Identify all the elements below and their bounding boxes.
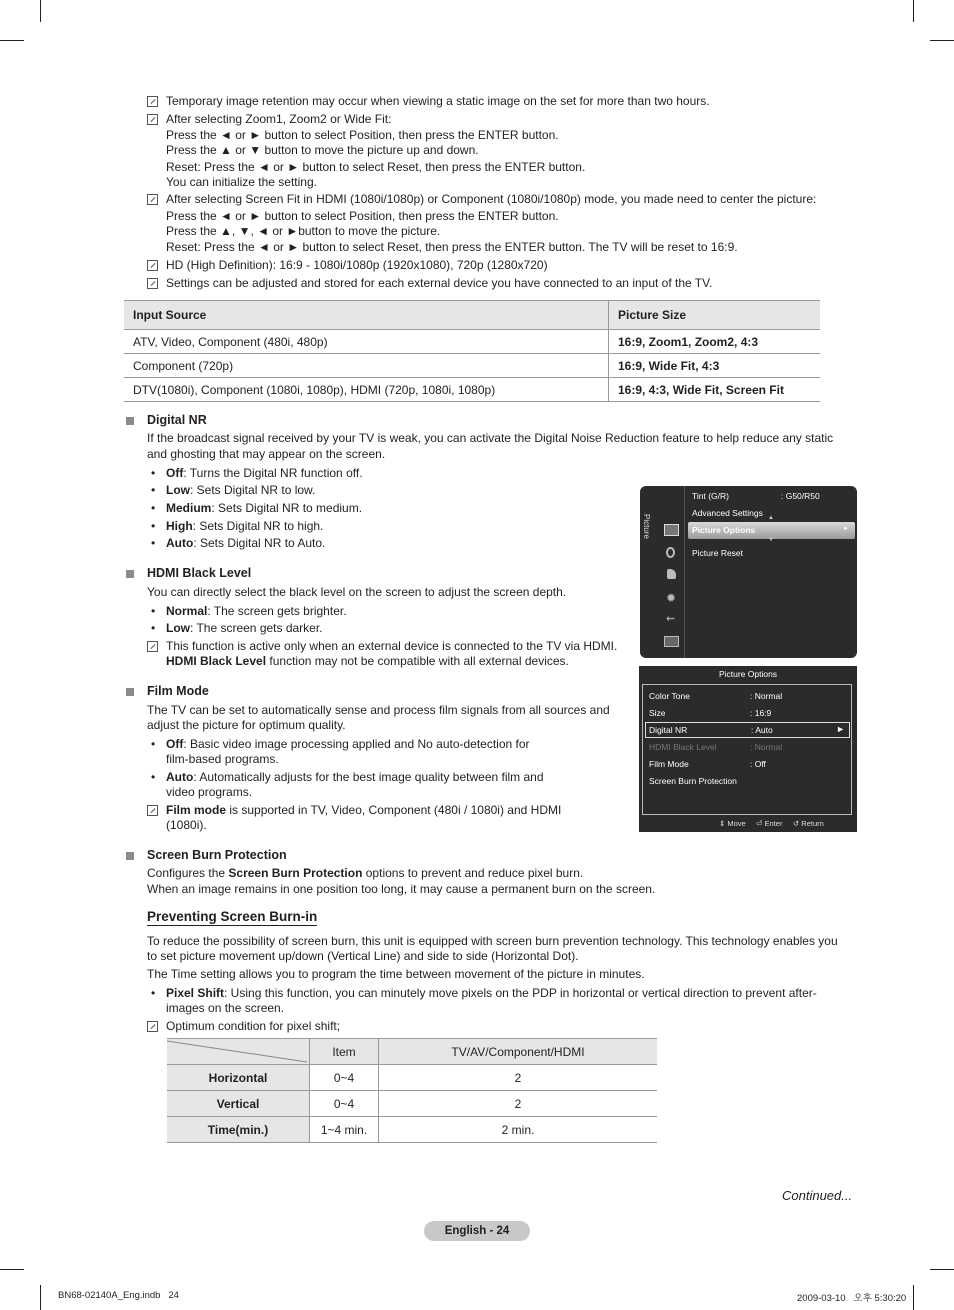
- crop-mark: [0, 40, 24, 41]
- bullet: •: [151, 737, 156, 751]
- note-bold: Film mode: [166, 803, 227, 817]
- item-term: Normal: [166, 604, 208, 618]
- list-item: [166, 519, 323, 535]
- list-item: [166, 536, 325, 552]
- row-header: Horizontal: [167, 1065, 310, 1091]
- note-icon: [147, 805, 158, 816]
- osd-option-row[interactable]: [649, 708, 849, 718]
- section-desc: When an image remains in one position too long, it may cause a permanent burn on the screen.: [147, 882, 656, 896]
- input-icon: ⇜: [666, 613, 676, 625]
- crop-mark: [913, 0, 914, 22]
- osd-option-label: Digital NR: [649, 725, 688, 735]
- osd-option-row[interactable]: [649, 759, 849, 769]
- note-text: HD (High Definition): 16:9 - 1080i/1080p (1920x1080), 720p (1280x720): [166, 258, 548, 272]
- osd-item-label: Picture Options: [692, 525, 756, 535]
- enter-icon: ⏎: [756, 819, 763, 828]
- osd-option-value: : Normal: [750, 742, 783, 752]
- page-number-badge: English - 24: [424, 1221, 530, 1241]
- osd-footer: [719, 819, 824, 828]
- bullet: •: [151, 466, 156, 480]
- section-desc: and ghosting that may appear on the screen.: [147, 447, 386, 461]
- osd-item-label: Tint (G/R): [692, 491, 729, 501]
- note-bold: HDMI Black Level: [166, 654, 267, 668]
- item-term: Auto: [166, 770, 194, 784]
- footer-return: Return: [801, 819, 824, 828]
- application-icon: [664, 636, 679, 647]
- item-text: : The screen gets darker.: [190, 621, 323, 635]
- note-icon: [147, 278, 158, 289]
- list-item-cont: video programs.: [166, 785, 253, 799]
- osd-option-row-selected[interactable]: [645, 722, 850, 738]
- item-term: Low: [166, 483, 190, 497]
- item-text: : Turns the Digital NR function off.: [183, 466, 363, 480]
- list-item: [166, 986, 817, 1002]
- note-text: Settings can be adjusted and stored for each external device you have connected to an input of the TV.: [166, 276, 713, 290]
- note-text: Press the ◄ or ► button to select Position, then press the ENTER button.: [166, 128, 559, 142]
- table-header-cell: Input Source: [124, 301, 609, 330]
- section-bullet: [126, 852, 134, 860]
- item-text: : Sets Digital NR to Auto.: [193, 536, 326, 550]
- table-header-cell: TV/AV/Component/HDMI: [379, 1039, 658, 1065]
- table-corner-cell: [167, 1039, 310, 1065]
- table-cell: 0~4: [310, 1091, 379, 1117]
- bullet: •: [151, 604, 156, 618]
- footer-move: Move: [727, 819, 746, 828]
- section-title: Digital NR: [147, 413, 207, 427]
- note-text: After selecting Zoom1, Zoom2 or Wide Fit:: [166, 112, 392, 126]
- note-icon: [147, 194, 158, 205]
- item-term: Auto: [166, 536, 194, 550]
- setup-icon: ✹: [666, 591, 677, 605]
- scroll-up-icon: ▲: [768, 515, 774, 521]
- note-text: Press the ◄ or ► button to select Position, then press the ENTER button.: [166, 209, 559, 223]
- table-cell: 16:9, 4:3, Wide Fit, Screen Fit: [609, 378, 821, 402]
- footer-enter: Enter: [764, 819, 783, 828]
- item-term: Off: [166, 737, 184, 751]
- osd-side-label: Picture: [641, 514, 651, 539]
- note-text: Press the ▲, ▼, ◄ or ►button to move the picture.: [166, 224, 441, 238]
- item-text: : Basic video image processing applied and No auto-detection for: [183, 737, 530, 751]
- note-text: You can initialize the setting.: [166, 175, 317, 189]
- section-bullet: [126, 417, 134, 425]
- paragraph: To reduce the possibility of screen burn, this unit is equipped with screen burn prevention technology. This technology enables you: [147, 934, 838, 948]
- table-cell: 2 min.: [379, 1117, 658, 1143]
- note-text: Temporary image retention may occur when viewing a static image on the set for more than two hours.: [166, 94, 710, 108]
- section-title: HDMI Black Level: [147, 566, 252, 580]
- picture-size-table: [124, 300, 820, 402]
- osd-item-value: : G50/R50: [781, 491, 820, 501]
- note-text: [166, 803, 561, 819]
- table-cell: 16:9, Zoom1, Zoom2, 4:3: [609, 330, 821, 354]
- osd-option-row[interactable]: [649, 691, 849, 701]
- bullet: •: [151, 986, 156, 1000]
- note-icon: [147, 260, 158, 271]
- osd-menu-item[interactable]: [692, 491, 842, 501]
- footer-timestamp: 2009-03-10 오후 5:30:20: [797, 1293, 907, 1304]
- section-desc: The TV can be set to automatically sense and process film signals from all sources and: [147, 703, 610, 717]
- item-text: : Sets Digital NR to high.: [192, 519, 324, 533]
- table-row: [124, 354, 820, 378]
- desc-pre: Configures the: [147, 866, 229, 880]
- crop-mark: [930, 40, 954, 41]
- sound-icon: [666, 547, 675, 558]
- osd-option-value: : 16:9: [750, 708, 772, 718]
- list-item: [166, 604, 347, 620]
- list-item: [166, 501, 362, 517]
- item-term: Low: [166, 621, 190, 635]
- table-cell: 2: [379, 1091, 658, 1117]
- list-item-cont: images on the screen.: [166, 1001, 285, 1015]
- table-cell: 0~4: [310, 1065, 379, 1091]
- row-header: Time(min.): [167, 1117, 310, 1143]
- section-title: Screen Burn Protection: [147, 848, 287, 862]
- chevron-right-icon: ►: [836, 724, 845, 734]
- footer-file-info: BN68-02140A_Eng.indb 24: [58, 1290, 179, 1301]
- note-text: Reset: Press the ◄ or ► button to select Reset, then press the ENTER button. The TV will be reset to 16:9.: [166, 240, 738, 254]
- desc-bold: Screen Burn Protection: [228, 866, 363, 880]
- osd-menu-item[interactable]: Picture Reset: [692, 548, 744, 558]
- note-text: Optimum condition for pixel shift;: [166, 1019, 341, 1033]
- osd-option-value: : Auto: [751, 725, 773, 735]
- table-cell: 2: [379, 1065, 658, 1091]
- note-text: [166, 654, 569, 670]
- return-icon: ↺: [792, 819, 800, 828]
- osd-option-label: Color Tone: [649, 691, 690, 701]
- paragraph: The Time setting allows you to program the time between movement of the picture in minutes.: [147, 967, 645, 981]
- table-row: [167, 1065, 657, 1091]
- table-cell: ATV, Video, Component (480i, 480p): [124, 330, 609, 354]
- chevron-right-icon: ►: [843, 526, 849, 532]
- list-item: [166, 737, 530, 753]
- subsection-heading: Preventing Screen Burn-in: [147, 909, 318, 924]
- table-cell: 16:9, Wide Fit, 4:3: [609, 354, 821, 378]
- osd-title: Picture Options: [718, 669, 778, 679]
- note-rest: function may not be compatible with all external devices.: [266, 654, 569, 668]
- section-bullet: [126, 570, 134, 578]
- item-text: : Using this function, you can minutely move pixels on the PDP in horizontal or vertical direction to prevent after-: [224, 986, 817, 1000]
- osd-option-row-disabled: [649, 742, 849, 752]
- paragraph: to set picture movement up/down (Vertical Line) and side to side (Horizontal Dot).: [147, 949, 579, 963]
- desc-post: options to prevent and reduce pixel burn.: [362, 866, 584, 880]
- section-bullet: [126, 688, 134, 696]
- item-term: Medium: [166, 501, 212, 515]
- bullet: •: [151, 519, 156, 533]
- channel-icon: [667, 569, 676, 579]
- table-cell: DTV(1080i), Component (1080i, 1080p), HDMI (720p, 1080i, 1080p): [124, 378, 609, 402]
- continued-label: Continued...: [782, 1188, 853, 1203]
- osd-option-value: : Normal: [750, 691, 783, 701]
- move-icon: ⇕: [719, 819, 726, 828]
- list-item: [166, 483, 315, 499]
- table-cell: 1~4 min.: [310, 1117, 379, 1143]
- bullet: •: [151, 501, 156, 515]
- item-text: : Automatically adjusts for the best image quality between film and: [193, 770, 544, 784]
- item-term: Off: [166, 466, 184, 480]
- note-icon: [147, 641, 158, 652]
- table-row: [124, 330, 820, 354]
- note-icon: [147, 114, 158, 125]
- note-icon: [147, 96, 158, 107]
- note-rest: is supported in TV, Video, Component (480i / 1080i) and HDMI: [226, 803, 562, 817]
- osd-option-row[interactable]: Screen Burn Protection: [649, 776, 737, 786]
- note-text: This function is active only when an external device is connected to the TV via HDMI.: [166, 639, 618, 653]
- row-header: Vertical: [167, 1091, 310, 1117]
- osd-option-label: Film Mode: [649, 759, 689, 769]
- section-desc: If the broadcast signal received by your TV is weak, you can activate the Digital Noise Reduction feature to help reduce any static: [147, 431, 834, 445]
- crop-mark: [913, 1285, 914, 1310]
- osd-icon-column: [684, 486, 685, 658]
- osd-option-label: Size: [649, 708, 666, 718]
- list-item: [166, 621, 323, 637]
- table-header-cell: Item: [310, 1039, 379, 1065]
- crop-mark: [40, 0, 41, 22]
- item-text: : Sets Digital NR to low.: [190, 483, 316, 497]
- table-row: [167, 1091, 657, 1117]
- picture-icon: [664, 524, 679, 536]
- bullet: •: [151, 536, 156, 550]
- table-row: [167, 1117, 657, 1143]
- osd-menu-item[interactable]: Advanced Settings: [692, 508, 763, 518]
- bullet: •: [151, 621, 156, 635]
- list-item-cont: film-based programs.: [166, 752, 279, 766]
- item-term: High: [166, 519, 193, 533]
- section-desc: You can directly select the black level on the screen to adjust the screen depth.: [147, 585, 567, 599]
- table-row: [124, 378, 820, 402]
- note-text: Reset: Press the ◄ or ► button to select Reset, then press the ENTER button.: [166, 160, 586, 174]
- note-icon: [147, 1021, 158, 1032]
- osd-picture-options: [639, 666, 857, 832]
- diagonal-line: [167, 1040, 307, 1063]
- section-title: Film Mode: [147, 684, 209, 698]
- crop-mark: [40, 1285, 41, 1310]
- bullet: •: [151, 770, 156, 784]
- pixel-shift-table: [167, 1038, 657, 1143]
- scroll-down-icon: ▼: [768, 537, 774, 543]
- table-cell: Component (720p): [124, 354, 609, 378]
- note-text: (1080i).: [166, 818, 207, 832]
- crop-mark: [930, 1269, 954, 1270]
- note-text: After selecting Screen Fit in HDMI (1080i/1080p) or Component (1080i/1080p) mode, you made need to center the picture:: [166, 192, 817, 206]
- list-item: [166, 466, 363, 482]
- item-term: Pixel Shift: [166, 986, 225, 1000]
- note-text: Press the ▲ or ▼ button to move the picture up and down.: [166, 143, 479, 157]
- table-header-row: [167, 1039, 657, 1065]
- osd-picture-menu: [640, 486, 857, 658]
- table-header-row: [124, 301, 820, 330]
- osd-option-value: : Off: [750, 759, 766, 769]
- item-text: : The screen gets brighter.: [207, 604, 347, 618]
- table-header-cell: Picture Size: [609, 301, 821, 330]
- list-item: [166, 770, 544, 786]
- bullet: •: [151, 483, 156, 497]
- section-desc: adjust the picture for optimum quality.: [147, 718, 346, 732]
- item-text: : Sets Digital NR to medium.: [211, 501, 363, 515]
- section-desc: [147, 865, 583, 881]
- osd-option-label: HDMI Black Level: [649, 742, 717, 752]
- crop-mark: [0, 1269, 24, 1270]
